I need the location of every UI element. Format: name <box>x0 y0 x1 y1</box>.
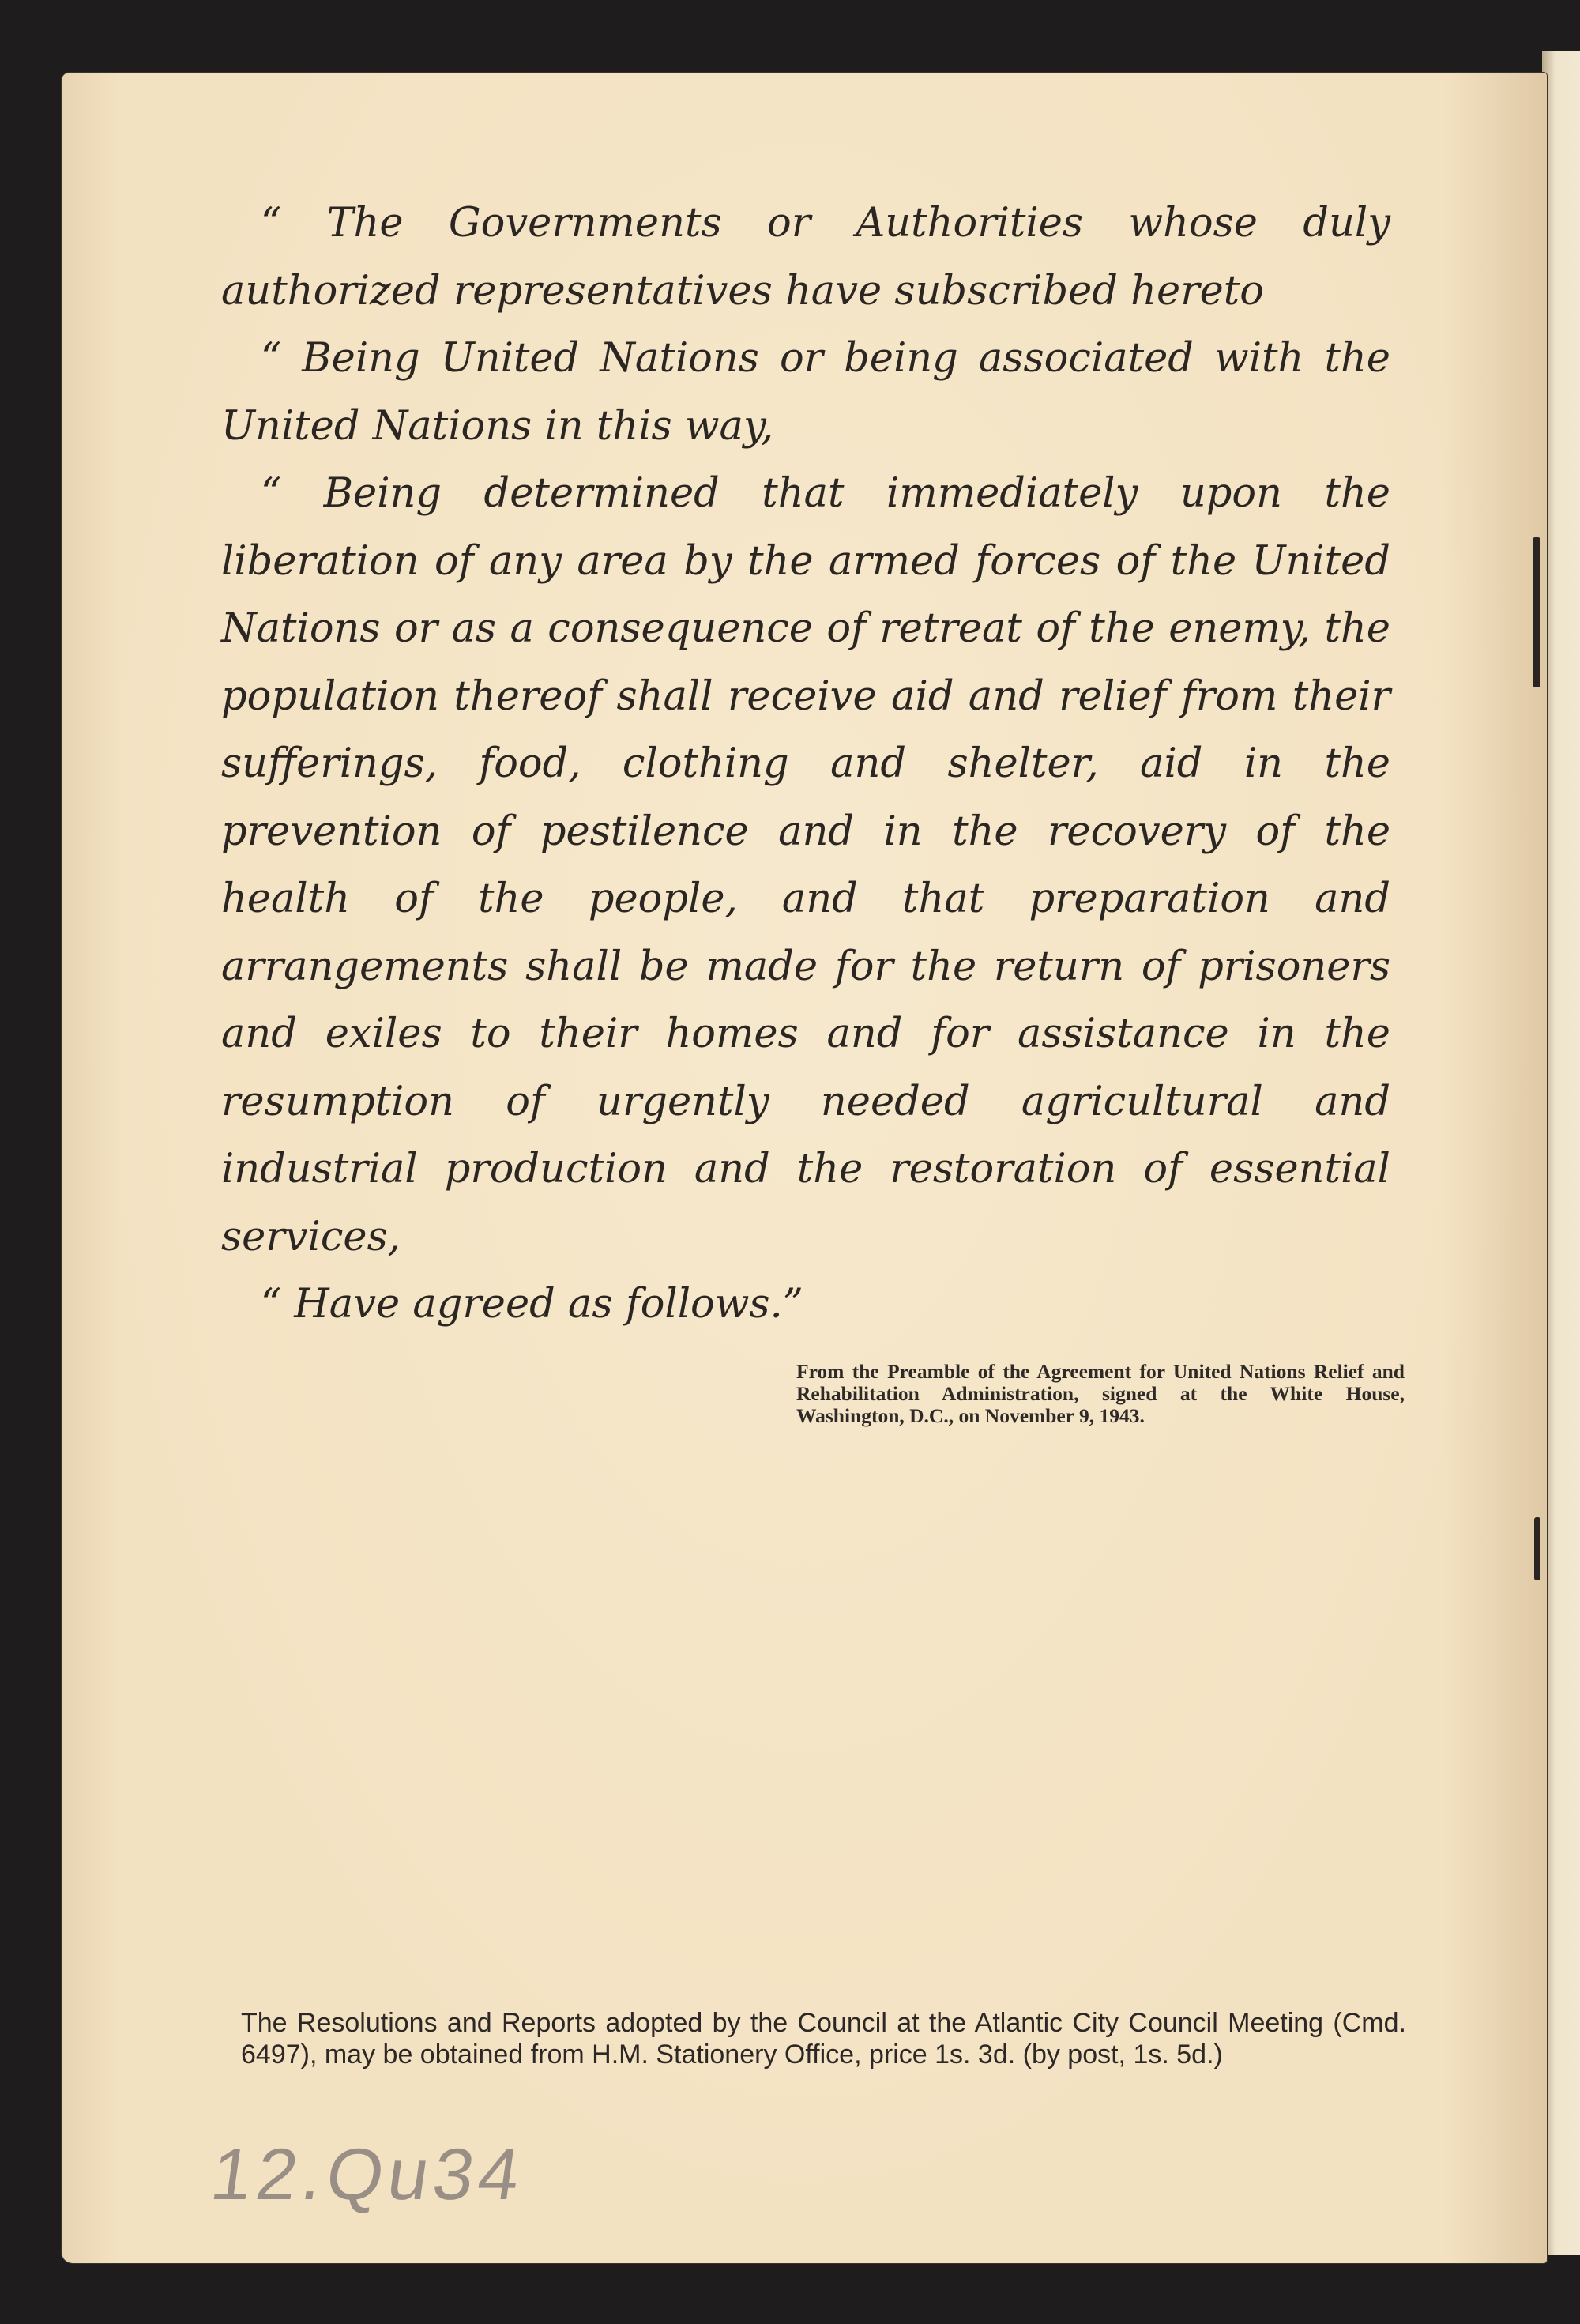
preamble-paragraph: “ Being determined that immediately upon the liberation of any area by the armed forces of the United Nations or as a consequence of retreat of the enemy, the population thereof shall receive aid and relief from their sufferings, food, clothing and shelter, aid in the prevention of pestilence and in the recovery of the health of the people, and that preparation and arrangements shall be made for the return of prisoners and exiles to their homes and for assistance in the resumption of urgently needed agricultural and industrial production and the restoration of essential services, <box>221 470 1390 1260</box>
preamble-paragraph: “ The Governments or Authorities whose duly authorized representatives have subscribed hereto <box>221 200 1390 315</box>
binding-mark <box>1533 537 1540 687</box>
binding-mark <box>1534 1517 1540 1580</box>
publication-note: The Resolutions and Reports adopted by the Council at the Atlantic City Council Meeting (Cmd. 6497), may be obtained from H.M. Stationery Office, price 1s. 3d. (by post, 1s. 5d.) <box>241 2008 1406 2070</box>
preamble-paragraph: “ Being United Nations or being associated with the United Nations in this way, <box>221 335 1390 450</box>
source-citation: From the Preamble of the Agreement for United Nations Relief and Rehabilitation Administration, signed at the White House, Washington, D.C., on November 9, 1943. <box>796 1360 1405 1427</box>
handwritten-shelfmark: 12.Qu34 <box>205 2134 530 2215</box>
preamble-paragraph: “ Have agreed as follows.” <box>261 1281 803 1328</box>
preamble-text <box>221 190 1390 1339</box>
adjacent-page-edge <box>1542 51 1580 2255</box>
